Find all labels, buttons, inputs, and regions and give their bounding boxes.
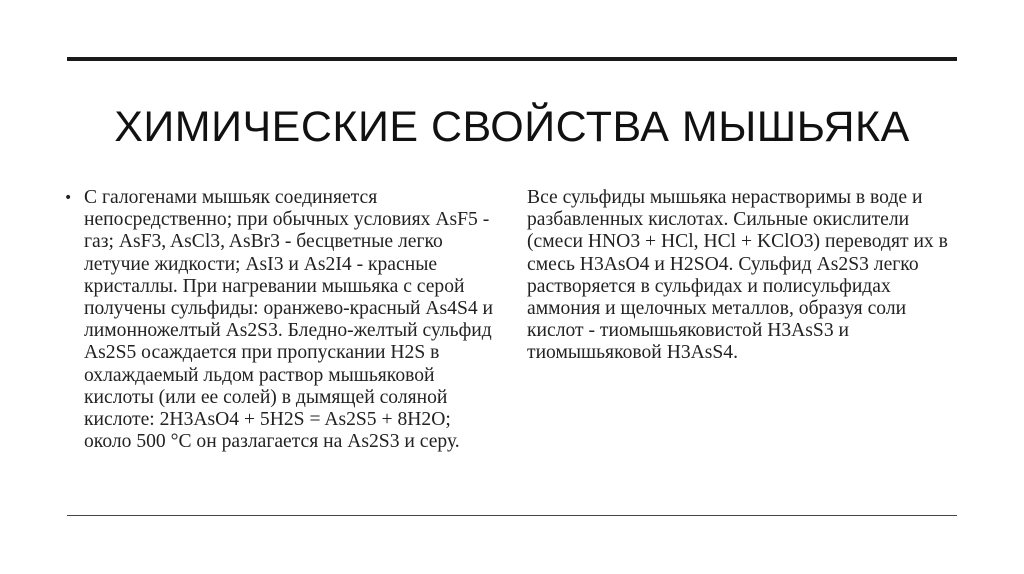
left-paragraph: С галогенами мышьяк соединяется непосредственно; при обычных условиях AsF5 - газ; AsF3, AsCl3, AsBr3 - бесцветные легко летучие жидкости; AsI3 и As2I4 - красные кристаллы. При нагревании мышьяка с серой получены сульфиды: оранжево-красный As4S4 и лимонножелтый As2S3. Бледно-желтый сульфид As2S5 осаждается при пропускании H2S в охлаждаемый льдом раствор мышьяковой кислоты (или ее солей) в дымящей соляной кислоте: 2H3AsO4 + 5H2S = As2S5 + 8H2O; около 500 °С он разлагается на As2S3 и серу. [84,187,494,453]
right-text-column [527,187,955,365]
right-paragraph: Все сульфиды мышьяка нерастворимы в воде и разбавленных кислотах. Сильные окислители (смеси HNO3 + HCl, HCl + KClO3) переводят их в смесь H3AsO4 и H2SO4. Сульфид As2S3 легко растворяется в сульфидах и полисульфидах аммония и щелочных металлов, образуя соли кислот - тиомышьяковистой H3AsS3 и тиомышьяковой H3AsS4. [527,187,948,364]
top-divider [67,57,957,61]
bullet-marker: • [64,190,73,206]
slide-title: ХИМИЧЕСКИЕ СВОЙСТВА МЫШЬЯКА [114,103,910,151]
left-text-column [64,187,496,453]
bottom-divider [67,515,957,516]
